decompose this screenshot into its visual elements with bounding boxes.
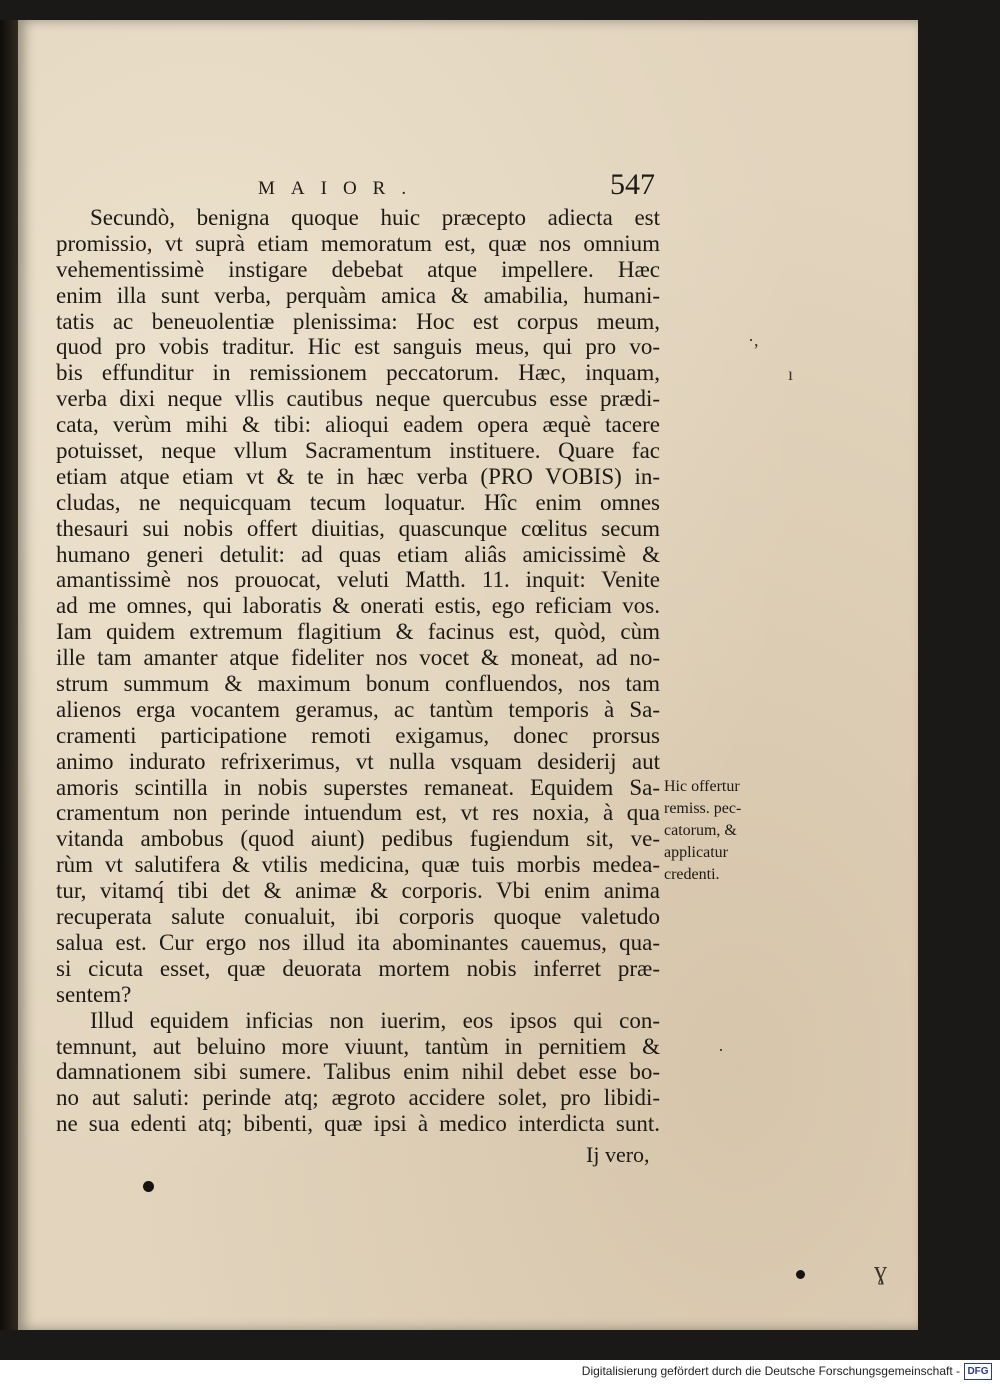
text-line: animo indurato refrixerimus, vt nulla vsquam desiderij aut bbox=[56, 748, 660, 774]
text-line: enim illa sunt verba, perquàm amica & amabilia, humani- bbox=[56, 282, 660, 308]
text-line: temnunt, aut beluino more viuunt, tantùm in pernitiem & bbox=[56, 1033, 660, 1059]
page-number: 547 bbox=[610, 168, 655, 201]
text-line: sentem? bbox=[56, 981, 132, 1007]
text-line: tur, vitamq́ tibi det & animæ & corporis. Vbi enim anima bbox=[56, 878, 660, 904]
text-line: potuisset, neque vllum Sacramentum instituere. Quare fac bbox=[56, 438, 660, 464]
text-line: etiam atque etiam vt & te in hæc verba (PRO VOBIS) in- bbox=[56, 463, 660, 489]
text-line: cramentum non perinde intuendum est, vt res noxia, à qua bbox=[56, 800, 660, 826]
marginal-line: catorum, & bbox=[664, 822, 737, 839]
text-line: promissio, vt suprà etiam memoratum est, quæ nos omnium bbox=[56, 230, 660, 256]
text-line: ad me omnes, qui laboratis & onerati estis, ego reficiam vos. bbox=[56, 593, 660, 619]
dfg-logo: DFG bbox=[964, 1363, 992, 1380]
text-line: amoris scintilla in nobis superstes remaneat. Equidem Sa- bbox=[56, 774, 660, 800]
text-line: bis effunditur in remissionem peccatorum. Hæc, inquam, bbox=[56, 360, 660, 386]
running-head: MAIOR. bbox=[258, 178, 423, 199]
text-line: Iam quidem extremum flagitium & facinus est, quòd, cùm bbox=[56, 619, 660, 645]
text-line: no aut saluti: perinde atq; ægroto accidere solet, pro libidi- bbox=[56, 1085, 660, 1111]
ink-mark: ı bbox=[788, 364, 794, 384]
text-line: tatis ac beneuolentiæ plenissima: Hoc est corpus meum, bbox=[56, 308, 660, 334]
text-line: cata, verùm mihi & tibi: alioqui eadem opera æquè tacere bbox=[56, 412, 660, 438]
marginal-line: applicatur bbox=[664, 844, 728, 861]
ink-spot bbox=[143, 1181, 154, 1192]
marginal-line: remiss. pec- bbox=[664, 800, 742, 817]
text-line: Illud equidem inficias non iuerim, eos ipsos qui con- bbox=[90, 1007, 660, 1033]
text-line: quod pro vobis traditur. Hic est sanguis meus, qui pro vo- bbox=[56, 334, 660, 360]
text-line: thesauri sui nobis offert diuitias, quascunque cœlitus secum bbox=[56, 515, 660, 541]
text-line: alienos erga vocantem geramus, ac tantùm temporis à Sa- bbox=[56, 696, 660, 722]
catchword: Ij vero, bbox=[586, 1142, 650, 1167]
marginal-note bbox=[664, 776, 784, 886]
text-line: verba dixi neque vllis cautibus neque quercubus esse prædi- bbox=[56, 386, 660, 412]
text-line: amantissimè nos prouocat, veluti Matth. 11. inquit: Venite bbox=[56, 567, 660, 593]
funding-credit: Digitalisierung gefördert durch die Deutsche Forschungsgemeinschaft - bbox=[581, 1364, 960, 1378]
text-line: ne sua edenti atq; bibenti, quæ ipsi à medico interdicta sunt. bbox=[56, 1111, 660, 1137]
text-line: salua est. Cur ergo nos illud ita abominantes cauemus, qua- bbox=[56, 929, 660, 955]
text-line: humano generi detulit: ad quas etiam aliâs amicissimè & bbox=[56, 541, 660, 567]
text-line: vitanda ambobus (quod aiunt) pedibus fugiendum sit, ve- bbox=[56, 826, 660, 852]
ink-mark: ɣ bbox=[874, 1256, 887, 1285]
ink-mark: · bbox=[718, 1040, 724, 1060]
text-line: Secundò, benigna quoque huic præcepto adiecta est bbox=[90, 205, 660, 230]
footer-bar bbox=[0, 1360, 1000, 1384]
ink-spot bbox=[796, 1270, 805, 1279]
text-line: si cicuta esset, quæ deuorata mortem nobis inferret præ- bbox=[56, 955, 660, 981]
body-text bbox=[56, 205, 660, 1137]
text-line: recuperata salute conualuit, ibi corporis quoque valetudo bbox=[56, 904, 660, 930]
marginal-line: credenti. bbox=[664, 866, 720, 883]
text-line: ille tam amanter atque fideliter nos vocet & moneat, ad no- bbox=[56, 645, 660, 671]
text-line: strum summum & maximum bonum confluendos, nos tam bbox=[56, 671, 660, 697]
text-line: damnationem sibi sumere. Talibus enim nihil debet esse bo- bbox=[56, 1059, 660, 1085]
text-line: rùm vt salutifera & vtilis medicina, quæ tuis morbis medea- bbox=[56, 852, 660, 878]
ink-mark: ·, bbox=[748, 330, 759, 350]
marginal-line: Hic offertur bbox=[664, 778, 740, 795]
text-line: vehementissimè instigare debebat atque impellere. Hæc bbox=[56, 256, 660, 282]
text-line: cramenti participatione remoti exigamus, donec prorsus bbox=[56, 722, 660, 748]
text-line: cludas, ne nequicquam tecum loquatur. Hîc enim omnes bbox=[56, 489, 660, 515]
